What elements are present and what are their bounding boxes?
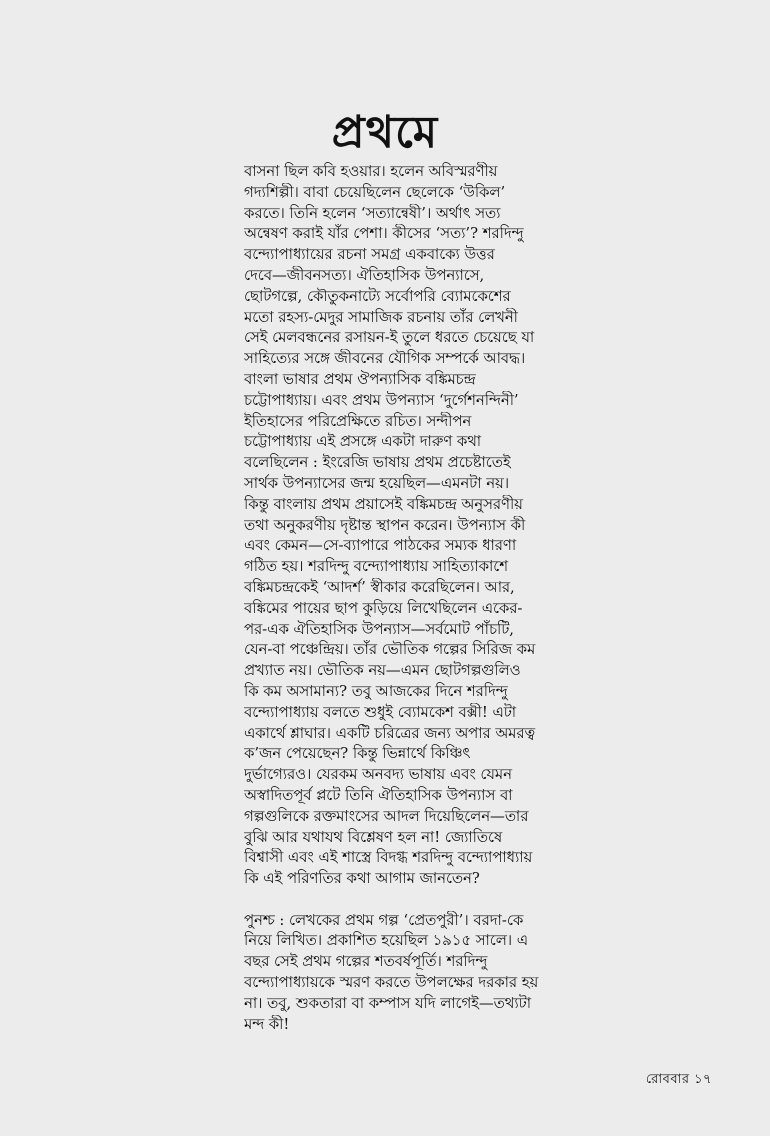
paragraph-1 — [244, 162, 570, 890]
article-body — [244, 162, 570, 1035]
text-line: বছর সেই প্রথম গল্পের শতবর্ষপূর্তি। শরদিন্দু — [244, 953, 488, 971]
text-line: সেই মেলবন্ধনের রসায়ন-ই তুলে ধরতে চেয়েছে যা — [244, 329, 535, 347]
text-line: ক’জন পেয়েছেন? কিন্তু ভিন্নার্থে কিঞ্চিৎ — [244, 745, 471, 763]
text-line: পর-এক ঐতিহাসিক উপন্যাস—সর্বমোট পাঁচটি, — [244, 620, 514, 638]
text-line: মতো রহস্য-মেদুর সামাজিক রচনায় তাঁর লেখনী — [244, 308, 518, 326]
text-line: অন্বেষণ করাই যাঁর পেশা। কীসের ‘সত্য’? শরদিন্দু — [244, 225, 524, 243]
text-line: মন্দ কী! — [244, 1015, 290, 1033]
text-line: বন্দ্যোপাধ্যায়ের রচনা সমগ্র একবাক্যে উত্তর — [244, 246, 495, 264]
text-line: বঙ্কিমের পায়ের ছাপ কুড়িয়ে লিখেছিলেন একের- — [244, 599, 523, 617]
text-line: না। তবু, শুকতারা বা কম্পাস যদি লাগেই—তথ্যটা — [244, 994, 531, 1012]
text-line: তথা অনুকরণীয় দৃষ্টান্ত স্থাপন করেন। উপন্যাস কী — [244, 516, 526, 534]
text-line: বঙ্কিমচন্দ্রকেই ‘আদর্শ’ স্বীকার করেছিলেন। আর, — [244, 578, 515, 596]
text-line: নিয়ে লিখিত। প্রকাশিত হয়েছিল ১৯১৫ সালে। এ — [244, 932, 528, 950]
paragraph-2 — [244, 911, 570, 1036]
text-line: কি এই পরিণতির কথা আগাম জানতেন? — [244, 870, 480, 888]
text-line: গদ্যশিল্পী। বাবা চেয়েছিলেন ছেলেকে ‘উকিল’ — [244, 183, 506, 201]
text-line: করতে। তিনি হলেন ‘সত্যান্বেষী’। অর্থাৎ সত্য — [244, 204, 501, 222]
text-line: প্রখ্যাত নয়। ভৌতিক নয়—এমন ছোটগল্পগুলিও — [244, 662, 521, 680]
paragraph-gap — [244, 890, 570, 911]
text-line: দুর্ভাগ্যেরও। যেরকম অনবদ্য ভাষায় এবং যেমন — [244, 766, 512, 784]
text-line: কিন্তু বাংলায় প্রথম প্রয়াসেই বঙ্কিমচন্দ্র অনুসরণীয় — [244, 495, 523, 513]
text-line: সাহিত্যের সঙ্গে জীবনের যৌগিক সম্পর্কে আবদ্ধ। — [244, 350, 526, 368]
text-line: চট্টোপাধ্যায়। এবং প্রথম উপন্যাস ‘দুর্গেশনন্দিনী’ — [244, 391, 519, 409]
text-line: বন্দ্যোপাধ্যায় বলতে শুধুই ব্যোমকেশ বক্সী! এটা — [244, 703, 517, 721]
text-line: বিশ্বাসী এবং এই শাস্ত্রে বিদগ্ধ শরদিন্দু বন্দ্যোপাধ্যায় — [244, 849, 533, 867]
text-line: চট্টোপাধ্যায় এই প্রসঙ্গে একটা দারুণ কথা — [244, 433, 482, 451]
text-line: গল্পগুলিকে রক্তমাংসের আদল দিয়েছিলেন—তার — [244, 807, 529, 825]
text-line: বাসনা ছিল কবি হওয়ার। হলেন অবিস্মরণীয় — [244, 163, 498, 180]
text-line: একার্থে শ্লাঘার। একটি চরিত্রের জন্য অপার অমরত্ব — [244, 724, 536, 742]
text-line: কি কম অসামান্য? তবু আজকের দিনে শরদিন্দু — [244, 682, 508, 700]
text-line: দেবে—জীবনসত্য। ঐতিহাসিক উপন্যাসে, — [244, 266, 485, 284]
page-title: প্রথমে — [331, 107, 439, 159]
text-line: যেন-বা পঞ্চেন্দ্রিয়। তাঁর ভৌতিক গল্পের সিরিজ কম — [244, 641, 536, 659]
text-line: বলেছিলেন : ইংরেজি ভাষায় প্রথম প্রচেষ্টাতেই — [244, 454, 511, 472]
text-line: বুঝি আর যথাযথ বিশ্লেষণ হল না! জ্যোতিষে — [244, 828, 503, 846]
text-line: বন্দ্যোপাধ্যায়কে স্মরণ করতে উপলক্ষের দরকার হয় — [244, 974, 539, 992]
text-line: এবং কেমন—সে-ব্যাপারে পাঠকের সম্যক ধারণা — [244, 537, 517, 555]
text-line: বাংলা ভাষার প্রথম ঔপন্যাসিক বঙ্কিমচন্দ্র — [244, 370, 476, 388]
text-line: ছোটগল্পে, কৌতুকনাট্যে সর্বোপরি ব্যোমকেশের — [244, 287, 511, 305]
text-line: গঠিত হয়। শরদিন্দু বন্দ্যোপাধ্যায় সাহিত্যাকাশে — [244, 558, 508, 576]
page-folio: রোববার ১৭ — [645, 1072, 712, 1087]
text-line: সার্থক উপন্যাসের জন্ম হয়েছিল—এমনটা নয়। — [244, 474, 510, 492]
text-line: ইতিহাসের পরিপ্রেক্ষিতে রচিত। সন্দীপন — [244, 412, 472, 430]
text-line: পুনশ্চ : লেখকের প্রথম গল্প ‘প্রেতপুরী’। বরদা-কে — [244, 911, 524, 929]
text-line: অস্বাদিতপূর্ব প্লটে তিনি ঐতিহাসিক উপন্যাস বা — [244, 786, 513, 804]
